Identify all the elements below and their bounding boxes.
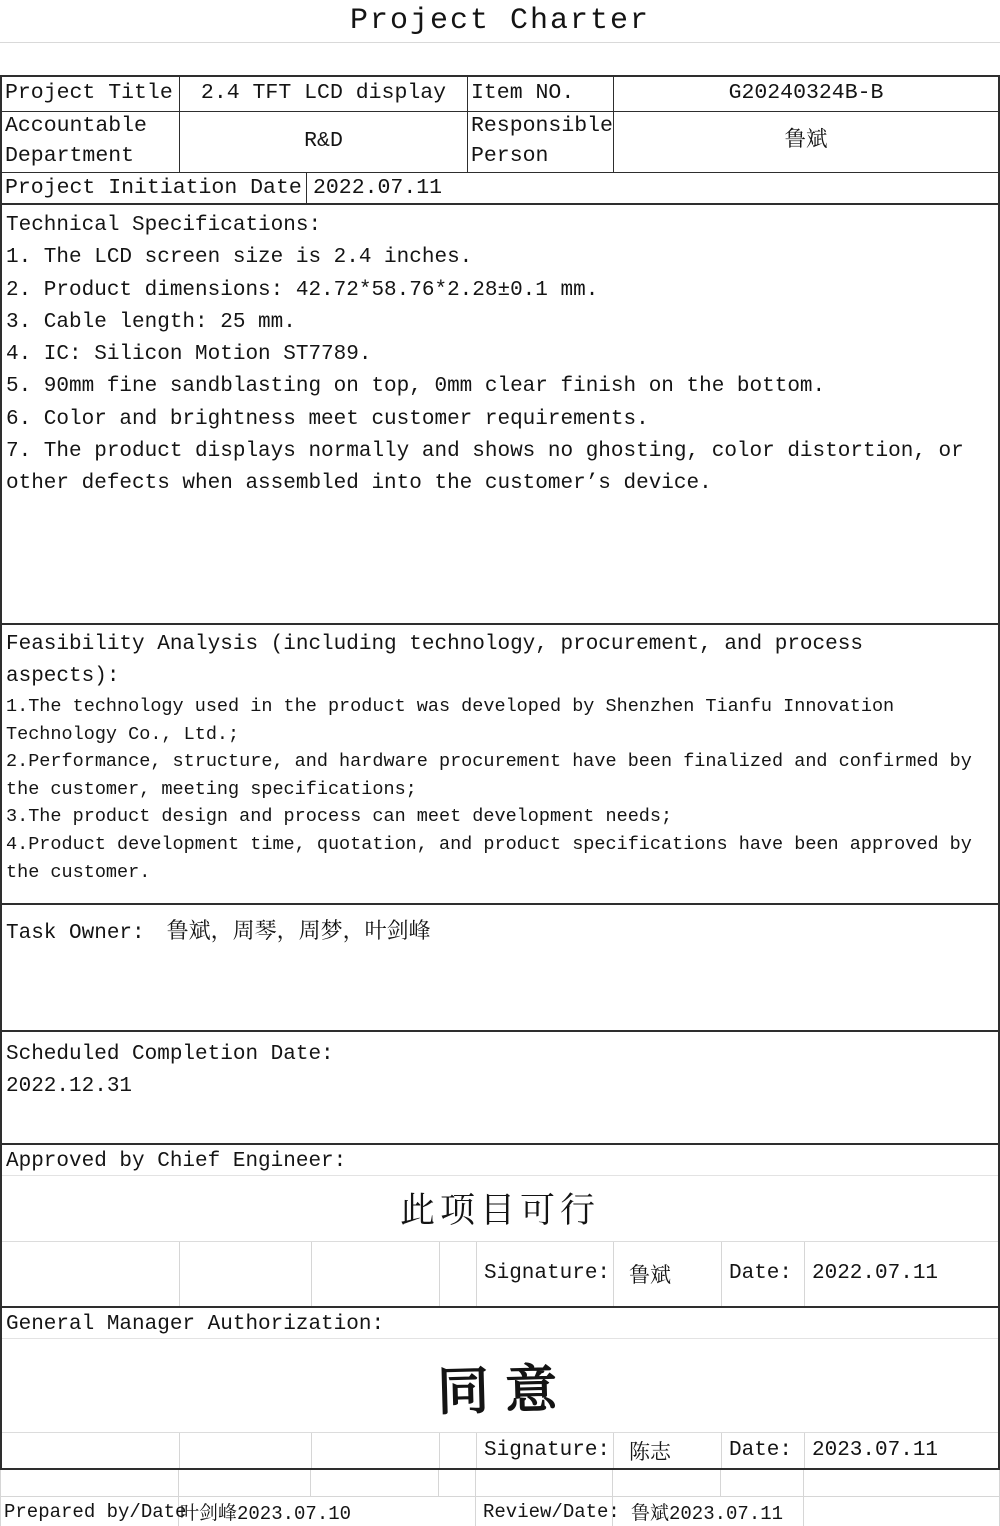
tech-spec-item: 5. 90mm fine sandblasting on top, 0mm clear finish on the bottom. xyxy=(6,375,826,399)
chief-date-label: Date: xyxy=(722,1242,805,1307)
task-owner-section xyxy=(0,905,1000,1032)
tech-spec-item: 4. IC: Silicon Motion ST7789. xyxy=(6,343,372,367)
task-owner-value: 鲁斌，周琴，周梦，叶剑峰 xyxy=(166,920,431,945)
empty-cell xyxy=(804,1497,999,1526)
empty-cell xyxy=(476,1470,613,1496)
initiation-date-value: 2022.07.11 xyxy=(313,176,443,200)
prepared-by-label: Prepared by/Date xyxy=(1,1497,179,1526)
prepared-by-value: 叶剑峰2023.07.10 xyxy=(179,1497,476,1526)
feasibility-heading: Feasibility Analysis (including technology, procurement, and process aspects): xyxy=(6,633,863,688)
empty-cell xyxy=(180,1433,312,1468)
responsible-person-label: Responsible Person xyxy=(468,112,614,172)
empty-cell xyxy=(440,1242,477,1307)
feasibility-item: 3.The product design and process can meet development needs; xyxy=(6,806,673,828)
gm-approval-comment: 同意 xyxy=(436,1359,574,1423)
scheduled-completion-label: Scheduled Completion Date: xyxy=(6,1043,334,1066)
review-date-value: 鲁斌2023.07.11 xyxy=(613,1497,804,1526)
table-row xyxy=(2,112,998,173)
table-row xyxy=(2,173,998,205)
scheduled-completion-value: 2022.12.31 xyxy=(6,1075,133,1098)
title-gap xyxy=(0,43,1000,75)
accountable-dept-value: R&D xyxy=(180,112,468,172)
chief-approval-comment-row xyxy=(2,1176,998,1242)
page-title: Project Charter xyxy=(349,4,651,38)
item-no-value: G20240324B-B xyxy=(728,81,884,106)
empty-cell xyxy=(2,1242,180,1307)
gm-signature-row xyxy=(2,1433,998,1468)
accountable-dept-label: Accountable Department xyxy=(2,112,180,172)
feasibility-item: 1.The technology used in the product was developed by Shenzhen Tianfu Innovation Technology Co., Ltd.; xyxy=(6,696,895,745)
tech-spec-item: 1. The LCD screen size is 2.4 inches. xyxy=(6,246,473,270)
review-date-label: Review/Date: xyxy=(476,1497,613,1526)
technical-specifications-heading: Technical Specifications: xyxy=(6,214,322,237)
scheduled-completion-section xyxy=(0,1032,1000,1145)
empty-cell xyxy=(312,1242,440,1307)
chief-date-value: 2022.07.11 xyxy=(812,1262,939,1286)
chief-signature-value: 鲁斌 xyxy=(614,1242,722,1307)
tech-spec-item: 3. Cable length: 25 mm. xyxy=(6,310,296,334)
table-row xyxy=(2,77,998,112)
empty-cell xyxy=(180,1242,312,1307)
gm-approval-heading: General Manager Authorization: xyxy=(2,1308,998,1339)
info-table xyxy=(0,75,1000,205)
empty-cell xyxy=(613,1470,721,1496)
gm-approval-section xyxy=(0,1308,1000,1470)
project-title-value: 2.4 TFT LCD display xyxy=(180,77,468,111)
task-owner-label: Task Owner: xyxy=(6,922,145,945)
empty-cell xyxy=(1,1470,179,1496)
title-row xyxy=(0,0,1000,43)
gm-signature-value: 陈志 xyxy=(614,1433,722,1468)
gm-signature-label: Signature: xyxy=(477,1433,614,1468)
gm-date-label: Date: xyxy=(722,1433,805,1468)
tech-spec-item: 7. The product displays normally and shows no ghosting, color distortion, or other defects when assembled into the customer’s device. xyxy=(6,440,964,496)
empty-cell xyxy=(721,1470,804,1496)
gm-date-value: 2023.07.11 xyxy=(812,1439,939,1462)
feasibility-section xyxy=(0,625,1000,905)
chief-approval-section xyxy=(0,1145,1000,1308)
technical-specifications-section xyxy=(0,205,1000,625)
empty-cell xyxy=(179,1470,311,1496)
feasibility-item: 2.Performance, structure, and hardware procurement have been finalized and confirmed by the customer, meeting specifications; xyxy=(6,751,972,800)
spacer-row xyxy=(0,1470,1000,1497)
chief-approval-heading: Approved by Chief Engineer: xyxy=(2,1145,998,1176)
gm-approval-comment-row xyxy=(2,1339,998,1433)
empty-cell xyxy=(2,1433,180,1468)
tech-spec-item: 6. Color and brightness meet customer requirements. xyxy=(6,407,649,431)
empty-cell xyxy=(804,1470,999,1496)
responsible-person-value: 鲁斌 xyxy=(784,129,828,154)
chief-signature-label: Signature: xyxy=(477,1242,614,1307)
feasibility-item: 4.Product development time, quotation, and product specifications have been approved by the customer. xyxy=(6,833,972,883)
footer-row xyxy=(0,1497,1000,1526)
chief-approval-comment: 此项目可行 xyxy=(399,1191,600,1232)
empty-cell xyxy=(439,1470,476,1496)
empty-cell xyxy=(311,1470,439,1496)
initiation-date-label: Project Initiation Date xyxy=(2,173,307,205)
chief-signature-row xyxy=(2,1242,998,1307)
item-no-label: Item NO. xyxy=(468,77,614,111)
tech-spec-item: 2. Product dimensions: 42.72*58.76*2.28±0.1 mm. xyxy=(6,278,599,302)
empty-cell xyxy=(440,1433,477,1468)
project-title-label: Project Title xyxy=(2,77,180,111)
empty-cell xyxy=(312,1433,440,1468)
